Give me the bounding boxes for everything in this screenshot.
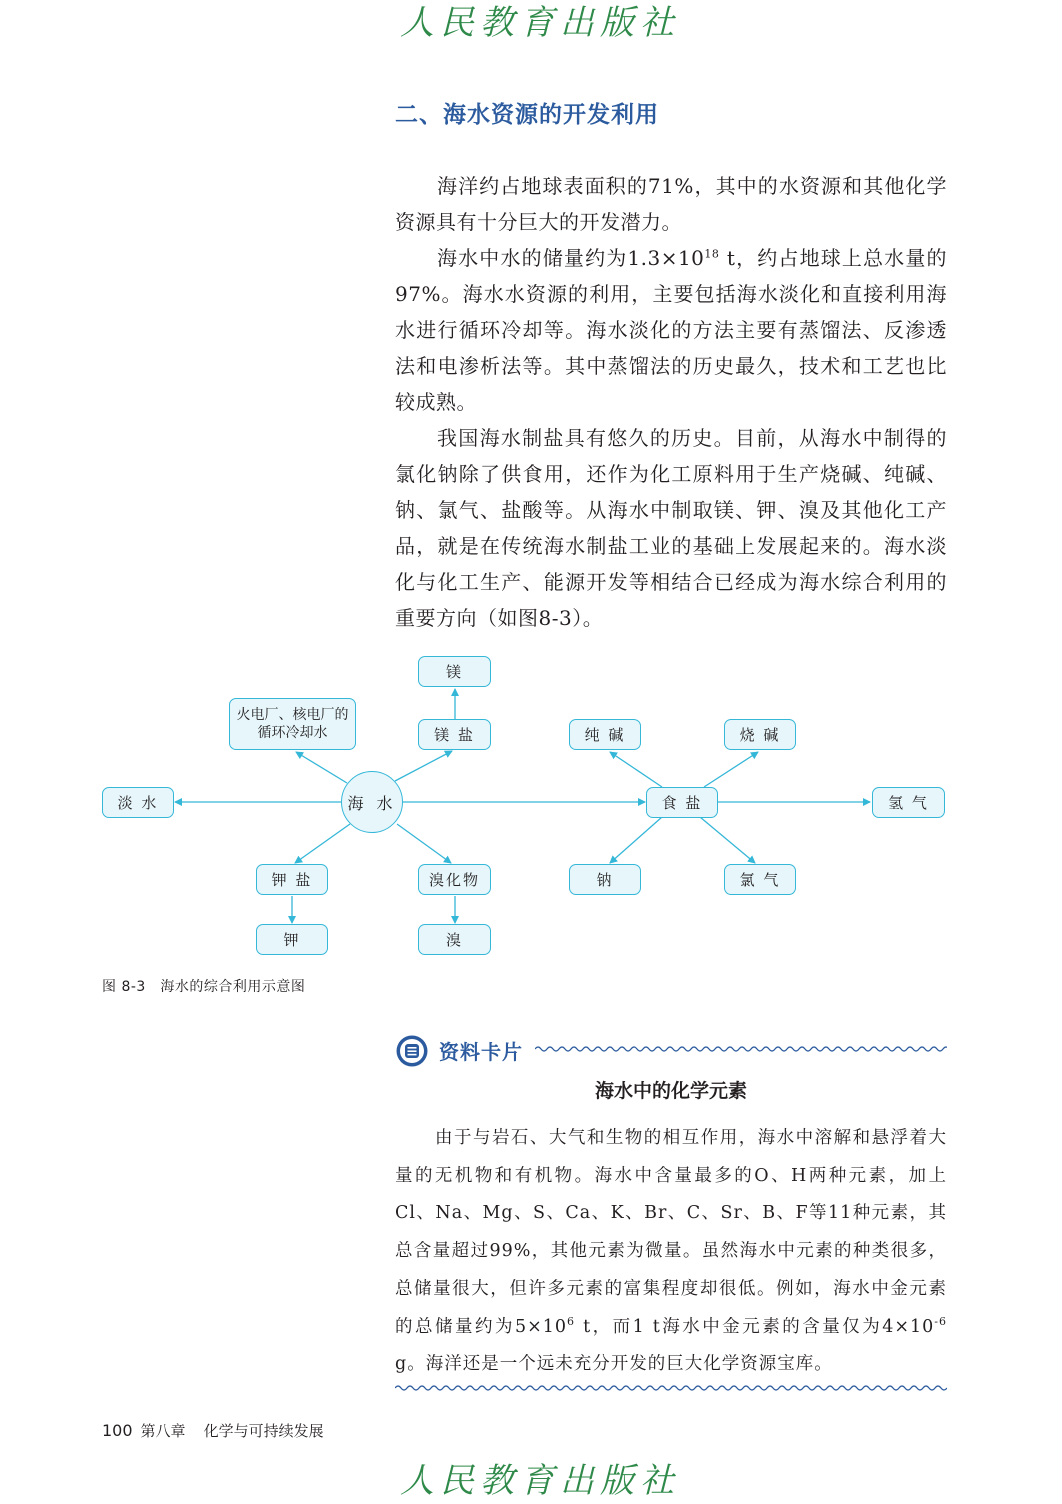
paragraph-3: 我国海水制盐具有悠久的历史。目前，从海水中制得的氯化钠除了供食用，还作为化工原料用于生产烧碱、纯碱、钠、氯气、盐酸等。从海水中制取镁、钾、溴及其他化工产品，就是在传统海水制盐工业的基础上发展起来的。海水淡化与化工生产、能源开发等相结合已经成为海水综合利用的重要方向（如图8-3）。 bbox=[395, 426, 947, 630]
diagram-arrows bbox=[100, 650, 950, 970]
node-hydrogen: 氢 气 bbox=[872, 787, 945, 818]
data-card-header bbox=[395, 1034, 947, 1068]
document-icon bbox=[395, 1034, 429, 1068]
chapter-title: 化学与可持续发展 bbox=[203, 1422, 324, 1440]
node-soda-ash: 纯 碱 bbox=[569, 719, 641, 750]
node-cooling-water: 火电厂、核电厂的循环冷却水 bbox=[229, 698, 356, 750]
figure-caption: 图 8-3 海水的综合利用示意图 bbox=[102, 979, 306, 995]
wavy-divider-bottom bbox=[395, 1383, 947, 1393]
page-footer bbox=[102, 1420, 324, 1441]
paragraph-1: 海洋约占地球表面积的71%，其中的水资源和其他化学资源具有十分巨大的开发潜力。 bbox=[395, 174, 947, 234]
wavy-divider-top bbox=[535, 1044, 947, 1054]
body-text bbox=[395, 168, 947, 636]
chapter-number: 第八章 bbox=[140, 1422, 186, 1440]
node-magnesium: 镁 bbox=[418, 656, 491, 687]
data-card-label: 资料卡片 bbox=[439, 1040, 523, 1064]
node-salt: 食 盐 bbox=[646, 787, 718, 818]
node-potassium-salt: 钾 盐 bbox=[256, 864, 328, 895]
node-magnesium-salt: 镁 盐 bbox=[418, 719, 491, 750]
publisher-logo-bottom: 人民教育出版社 bbox=[400, 1461, 680, 1501]
paragraph-2: 海水中水的储量约为$1.3\times 10^{18}$ t，约占地球上总水量的97%。海水水资源的利用，主要包括海水淡化和直接利用海水进行循环冷却等。海水淡化的方法主要有蒸馏法、反渗透法和电渗析法等。其中蒸馏法的历史最久，技术和工艺也比较成熟。 bbox=[395, 246, 947, 414]
publisher-logo-top: 人民教育出版社 bbox=[400, 3, 680, 43]
section-title: 二、海水资源的开发利用 bbox=[395, 102, 659, 128]
data-card-paragraph: 由于与岩石、大气和生物的相互作用，海水中溶解和悬浮着大量的无机物和有机物。海水中含量最多的O、H两种元素，加上Cl、Na、Mg、S、Ca、K、Br、C、Sr、B、F等11种元素，其总含量超过99%，其他元素为微量。虽然海水中元素的种类很多，总储量很大，但许多元素的富集程度却很低。例如，海水中金元素的总储量约为$5\times 10^6$ t，而1 t海水中金元素的含量仅为$4\times 10^{-6}$ g。海洋还是一个远未充分开发的巨大化学资源宝库。 bbox=[395, 1128, 948, 1375]
node-bromide: 溴化物 bbox=[418, 864, 491, 895]
node-caustic-soda: 烧 碱 bbox=[724, 719, 796, 750]
node-sodium: 钠 bbox=[569, 864, 641, 895]
node-seawater: 海 水 bbox=[341, 771, 403, 833]
data-card-title: 海水中的化学元素 bbox=[594, 1080, 747, 1102]
data-card-body bbox=[395, 1120, 947, 1384]
node-potassium: 钾 bbox=[256, 924, 328, 955]
node-fresh-water: 淡 水 bbox=[102, 787, 174, 818]
node-chlorine: 氯 气 bbox=[724, 864, 796, 895]
seawater-utilization-diagram bbox=[100, 650, 950, 970]
node-bromine: 溴 bbox=[418, 924, 491, 955]
page-number: 100 bbox=[102, 1421, 133, 1440]
